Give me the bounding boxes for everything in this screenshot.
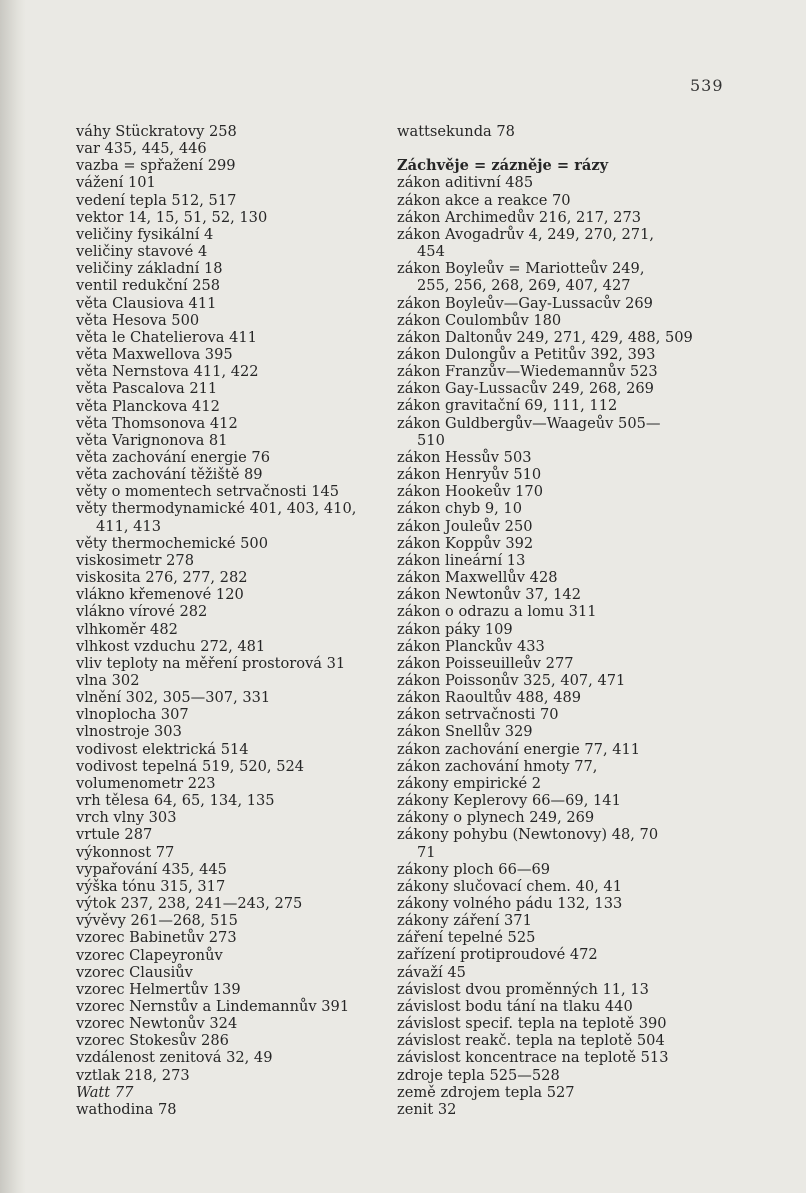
index-entry: věta zachování energie 76 — [76, 448, 270, 466]
index-entry: zákony empirické 2 — [397, 774, 542, 792]
index-entry: vlhkoměr 482 — [76, 620, 178, 638]
index-entry: věta zachování těžiště 89 — [76, 466, 263, 484]
index-column-left — [76, 123, 386, 1118]
index-entry: wathodina 78 — [76, 1100, 177, 1118]
index-entry: zákon Boyleův = Mariotteův 249, — [397, 260, 645, 278]
index-entry: zákony volného pádu 132, 133 — [397, 895, 623, 913]
index-entry: věta Hesova 500 — [76, 311, 200, 329]
page-gutter-shadow — [0, 0, 26, 1193]
index-entry: zákon Planckův 433 — [397, 637, 545, 655]
index-entry: ventil redukční 258 — [76, 277, 221, 295]
index-entry: závislost specif. tepla na teplotě 390 — [397, 1015, 667, 1033]
index-entry: věta Maxwellova 395 — [76, 346, 233, 364]
index-entry-continuation: 255, 256, 268, 269, 407, 427 — [417, 277, 631, 295]
index-entry: zákon aditivní 485 — [397, 174, 534, 192]
index-entry: var 435, 445, 446 — [76, 140, 207, 158]
index-entry: zákon Guldbergův—Waageův 505— — [397, 414, 661, 432]
index-entry: závislost koncentrace na teplotě 513 — [397, 1049, 669, 1067]
index-entry: volumenometr 223 — [76, 774, 216, 792]
index-entry: zákon Jouleův 250 — [397, 517, 533, 535]
index-entry: zákon Archimedův 216, 217, 273 — [397, 208, 642, 226]
index-entry: země zdrojem tepla 527 — [397, 1083, 575, 1101]
index-entry: vlákno křemenové 120 — [76, 586, 244, 604]
index-entry: zákony o plynech 249, 269 — [397, 809, 595, 827]
index-entry: viskosimetr 278 — [76, 551, 194, 569]
index-entry: zdroje tepla 525—528 — [397, 1066, 560, 1084]
index-entry: zákon o odrazu a lomu 311 — [397, 603, 597, 621]
index-entry: zákon setrvačnosti 70 — [397, 706, 559, 724]
index-entry: zařízení protiproudové 472 — [397, 946, 598, 964]
index-entry: zákon zachování energie 77, 411 — [397, 740, 641, 758]
index-entry: vztlak 218, 273 — [76, 1066, 190, 1084]
index-entry: zákon chyb 9, 10 — [397, 500, 522, 518]
index-entry: viskosita 276, 277, 282 — [76, 569, 248, 587]
index-entry: zákon Avogadrův 4, 249, 270, 271, — [397, 225, 655, 243]
index-entry-continuation: 71 — [417, 843, 436, 861]
index-entry: zákon Hookeův 170 — [397, 483, 543, 501]
index-entry: věta Thomsonova 412 — [76, 414, 238, 432]
index-entry: věta le Chatelierova 411 — [76, 328, 257, 346]
index-entry: zákony pohybu (Newtonovy) 48, 70 — [397, 826, 659, 844]
index-entry: vzorec Clapeyronův — [76, 946, 223, 964]
index-entry: zákon Henryův 510 — [397, 466, 542, 484]
page-number: 539 — [690, 76, 724, 95]
index-entry: věta Varignonova 81 — [76, 431, 228, 449]
index-entry: vážení 101 — [76, 174, 156, 192]
index-entry: závislost dvou proměnných 11, 13 — [397, 980, 649, 998]
index-entry: vodivost elektrická 514 — [76, 740, 249, 758]
index-entry: vypařování 435, 445 — [76, 860, 227, 878]
index-entry: vazba = spřažení 299 — [76, 157, 236, 175]
index-entry: zákon Gay-Lussacův 249, 268, 269 — [397, 380, 654, 398]
index-entry: vzorec Babinetův 273 — [76, 929, 237, 947]
index-entry: vlnění 302, 305—307, 331 — [76, 689, 271, 707]
index-entry: závislost reakč. tepla na teplotě 504 — [397, 1032, 665, 1050]
index-spacer — [397, 140, 737, 157]
index-entry: zákony záření 371 — [397, 912, 532, 930]
index-entry: zákony Keplerovy 66—69, 141 — [397, 792, 621, 810]
index-entry: veličiny základní 18 — [76, 260, 223, 278]
index-entry: zákon zachování hmoty 77, — [397, 757, 598, 775]
index-entry: zákon Snellův 329 — [397, 723, 533, 741]
index-entry: vliv teploty na měření prostorová 31 — [76, 654, 346, 672]
index-entry: věty thermochemické 500 — [76, 534, 268, 552]
index-entry-continuation: 510 — [417, 431, 445, 449]
index-entry: zákon Maxwellův 428 — [397, 569, 558, 587]
index-entry: zákon Poisseuilleův 277 — [397, 654, 574, 672]
index-entry: závaží 45 — [397, 963, 466, 981]
index-entry: zákon Daltonův 249, 271, 429, 488, 509 — [397, 328, 693, 346]
index-entry: výtok 237, 238, 241—243, 275 — [76, 895, 303, 913]
index-column-right — [397, 123, 737, 1118]
index-entry: zákony slučovací chem. 40, 41 — [397, 877, 622, 895]
index-entry: věta Nernstova 411, 422 — [76, 363, 259, 381]
index-entry: zákon Coulombův 180 — [397, 311, 562, 329]
index-entry: vlna 302 — [76, 672, 140, 689]
index-entry: zákon Dulongův a Petitův 392, 393 — [397, 346, 656, 364]
index-entry: vzdálenost zenitová 32, 49 — [76, 1049, 273, 1067]
index-entry: zákon gravitační 69, 111, 112 — [397, 397, 618, 415]
index-entry: věty thermodynamické 401, 403, 410, — [76, 500, 357, 518]
index-entry: vlnostroje 303 — [76, 723, 182, 741]
index-entry: zenit 32 — [397, 1100, 457, 1118]
index-entry: vrtule 287 — [76, 826, 153, 844]
index-entry: zákon páky 109 — [397, 620, 513, 638]
index-entry: věta Clausiova 411 — [76, 294, 217, 312]
index-entry: zákon Hessův 503 — [397, 448, 532, 466]
index-entry: vzorec Newtonův 324 — [76, 1015, 238, 1033]
index-entry: vrh tělesa 64, 65, 134, 135 — [76, 792, 275, 810]
index-entry: veličiny stavové 4 — [76, 243, 208, 261]
index-entry: zákon lineární 13 — [397, 551, 526, 569]
index-entry: zákony ploch 66—69 — [397, 860, 551, 878]
index-entry: vlákno vírové 282 — [76, 603, 208, 621]
index-entry: vedení tepla 512, 517 — [76, 191, 237, 209]
index-entry: věta Planckova 412 — [76, 397, 220, 415]
index-entry: veličiny fysikální 4 — [76, 225, 214, 243]
index-entry: vrch vlny 303 — [76, 809, 177, 827]
index-entry: váhy Stückratovy 258 — [76, 123, 237, 140]
index-entry: vzorec Clausiův — [76, 963, 193, 981]
index-entry-continuation: 454 — [417, 243, 445, 261]
index-entry: zákon Franzův—Wiedemannův 523 — [397, 363, 658, 381]
index-entry: vlhkost vzduchu 272, 481 — [76, 637, 266, 655]
index-entry: Watt 77 — [76, 1083, 134, 1101]
index-entry: výška tónu 315, 317 — [76, 877, 226, 895]
index-entry: vývěvy 261—268, 515 — [76, 912, 238, 930]
index-entry: vzorec Helmertův 139 — [76, 980, 241, 998]
index-entry: závislost bodu tání na tlaku 440 — [397, 997, 633, 1015]
index-entry-continuation: 411, 413 — [96, 517, 161, 535]
index-entry: zákon akce a reakce 70 — [397, 191, 571, 209]
index-entry: zákon Newtonův 37, 142 — [397, 586, 581, 604]
index-entry: wattsekunda 78 — [397, 123, 515, 140]
index-entry: věta Pascalova 211 — [76, 380, 218, 398]
index-entry: výkonnost 77 — [76, 843, 175, 861]
index-entry: vektor 14, 15, 51, 52, 130 — [76, 208, 268, 226]
index-entry: vlnoplocha 307 — [76, 706, 189, 724]
index-entry: zákon Koppův 392 — [397, 534, 534, 552]
index-entry: vzorec Stokesův 286 — [76, 1032, 229, 1050]
index-entry: zákon Boyleův—Gay-Lussacův 269 — [397, 294, 653, 312]
index-entry: vodivost tepelná 519, 520, 524 — [76, 757, 305, 775]
index-entry: záření tepelné 525 — [397, 929, 536, 947]
index-entry: zákon Raoultův 488, 489 — [397, 689, 582, 707]
index-entry: vzorec Nernstův a Lindemannův 391 — [76, 997, 350, 1015]
index-entry: věty o momentech setrvačnosti 145 — [76, 483, 340, 501]
index-entry: zákon Poissonův 325, 407, 471 — [397, 671, 626, 689]
index-entry: Záchvěje = zázněje = rázy — [397, 157, 609, 175]
